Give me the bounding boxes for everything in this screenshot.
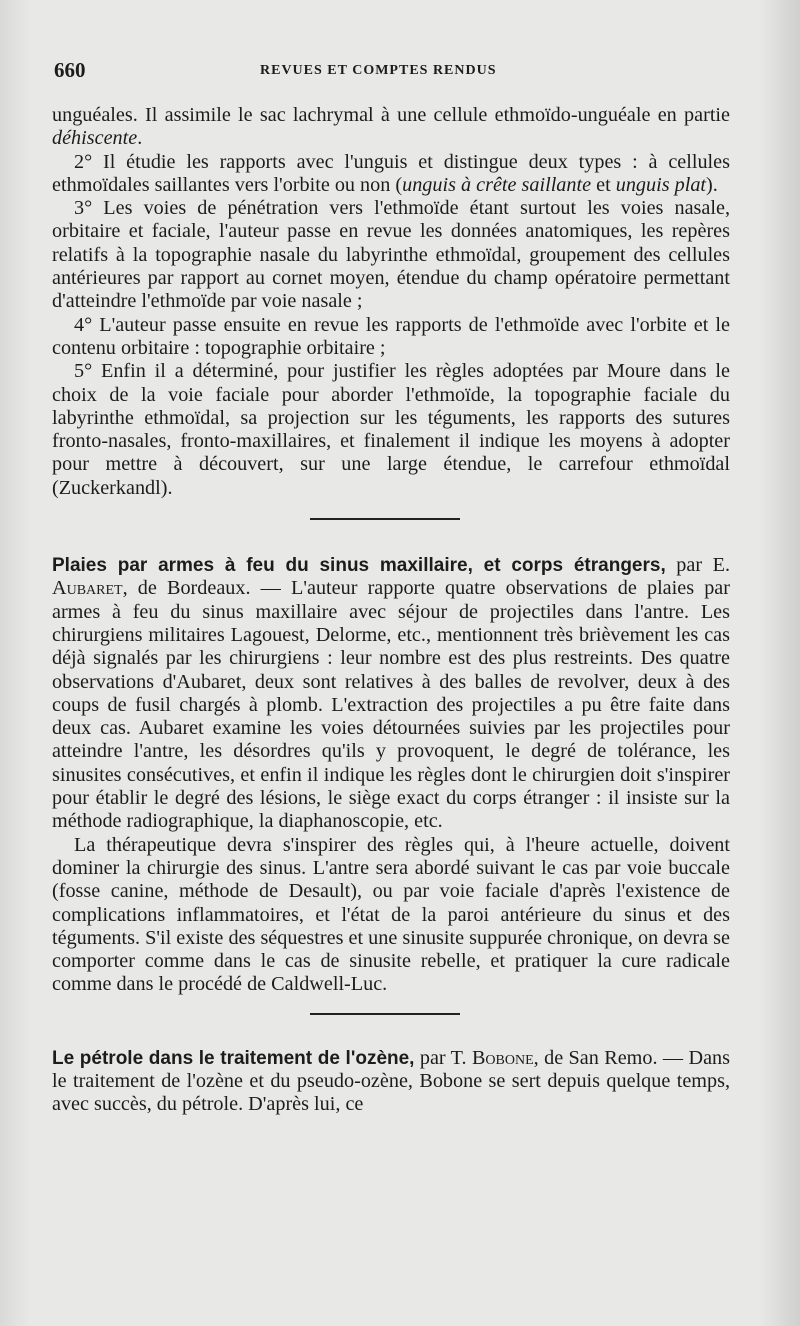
paragraph: 4° L'auteur passe ensuite en revue les rapports de l'ethmoïde avec l'orbite et le contenu orbitaire : topographie orbitaire ; bbox=[52, 313, 730, 359]
paragraph: 2° Il étudie les rapports avec l'unguis et distingue deux types : à cellules ethmoïdales saillantes vers l'orbite ou non (unguis à crête saillante et unguis plat). bbox=[52, 150, 730, 196]
page-content bbox=[52, 104, 730, 1117]
author-name: Bobone bbox=[471, 1046, 534, 1069]
section-separator bbox=[310, 1013, 460, 1015]
paragraph: 3° Les voies de pénétration vers l'ethmoïde étant surtout les voies nasale, orbitaire et faciale, l'auteur passe en revue les données anatomiques, les repères relatifs à la topographie nasale du labyrinthe ethmoïdal, groupement des cellules antérieures par rapport au cornet moyen, étendue du champ opératoire permettant d'atteindre l'ethmoïde par voie nasale ; bbox=[52, 197, 730, 313]
article-title: Plaies par armes à feu du sinus maxillaire, et corps étrangers, bbox=[52, 555, 666, 577]
page-header bbox=[54, 58, 734, 88]
author-name: Aubaret bbox=[52, 577, 123, 600]
article-title: Le pétrole dans le traitement de l'ozène, bbox=[52, 1047, 415, 1069]
paragraph: unguéales. Il assimile le sac lachrymal à une cellule ethmoïdo-unguéale en partie déhiscente. bbox=[52, 104, 730, 150]
article-paragraph: Plaies par armes à feu du sinus maxillaire, et corps étrangers, par E. Aubaret, de Bordeaux. — L'auteur rapporte quatre observations de plaies par armes à feu du sinus maxillaire avec séjour de projectiles dans l'antre. Les chirurgiens militaires Lagouest, Delorme, etc., mentionnent très brièvement les cas déjà signalés par les chirurgiens : leur nombre est des plus restreints. Des quatre observations d'Aubaret, deux sont relatives à des balles de revolver, deux à des coups de fusil chargés à plomb. L'extraction des projectiles a pu être faite dans deux cas. Aubaret examine les voies détournées suivies par les projectiles pour atteindre l'antre, les désordres qu'ils y provoquent, le degré de tolérance, les sinusites consécutives, et enfin il indique les règles dont le chirurgien doit s'inspirer pour établir le degré des lésions, le siège exact du corps étranger : il insiste sur la méthode radiographique, la diaphanoscopie, etc. bbox=[52, 554, 731, 833]
paragraph: 5° Enfin il a déterminé, pour justifier les règles adoptées par Moure dans le choix de la voie faciale pour aborder l'ethmoïde, la topographie faciale du labyrinthe ethmoïdal, sa projection sur les téguments, les rapports des sutures fronto-nasales, fronto-maxillaires, et finalement il indique les moyens à adopter pour mettre à découvert, sur une large étendue, le carrefour ethmoïdal (Zuckerkandl). bbox=[52, 360, 730, 499]
running-title: REVUES ET COMPTES RENDUS bbox=[260, 63, 497, 78]
page-number: 660 bbox=[54, 58, 86, 82]
paragraph: La thérapeutique devra s'inspirer des règles qui, à l'heure actuelle, doivent dominer la chirurgie des sinus. L'antre sera abordé suivant le cas par voie buccale (fosse canine, méthode de Desault), ou par voie faciale d'après l'existence de complications inflammatoires, et l'état de la paroi antérieure du sinus et des téguments. S'il existe des séquestres et une sinusite suppurée chronique, on devra se comporter comme dans le cas de sinusite rebelle, et pratiquer la cure radicale comme dans le procédé de Caldwell-Luc. bbox=[52, 833, 730, 996]
section-separator bbox=[310, 518, 460, 520]
article-paragraph: Le pétrole dans le traitement de l'ozène, par T. Bobone, de San Remo. — Dans le traitement de l'ozène et du pseudo-ozène, Bobone se sert depuis quelque temps, avec succès, du pétrole. D'après lui, ce bbox=[52, 1046, 730, 1116]
